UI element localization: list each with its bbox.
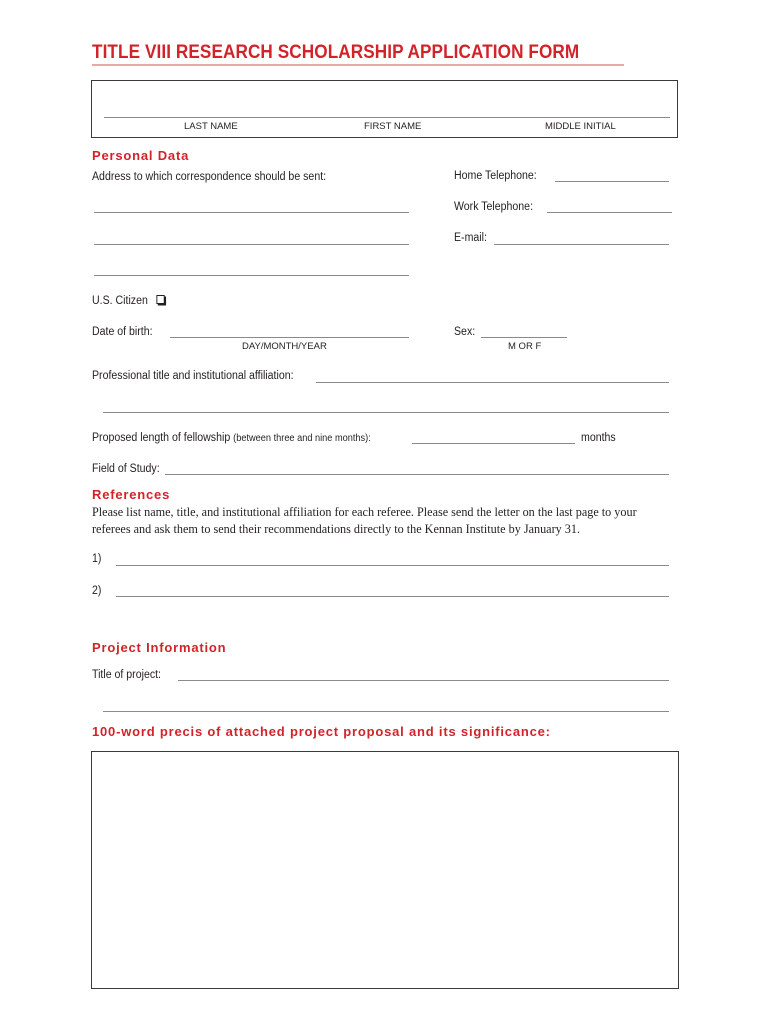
form-title: TITLE VIII RESEARCH SCHOLARSHIP APPLICATION FORM [92, 41, 580, 63]
field-of-study-field[interactable] [165, 474, 669, 475]
references-instructions-line-2: referees and ask them to send their recommendations directly to the Kennan Institute by January 31. [92, 522, 581, 536]
home-telephone-field[interactable] [555, 181, 669, 182]
sex-hint: M OR F [508, 341, 542, 352]
date-of-birth-label: Date of birth: [92, 326, 153, 338]
references-heading: References [92, 487, 171, 502]
reference-1-label: 1) [92, 553, 102, 565]
sex-label: Sex: [454, 326, 476, 338]
date-of-birth-field[interactable] [170, 337, 409, 338]
project-title-field-2[interactable] [103, 711, 669, 712]
address-line-3[interactable] [94, 275, 409, 276]
project-information-heading: Project Information [92, 640, 227, 655]
field-of-study-label: Field of Study: [92, 463, 160, 475]
precis-heading: 100-word precis of attached project proposal and its significance: [92, 724, 551, 739]
first-name-label: FIRST NAME [364, 121, 422, 132]
references-instructions-line-1: Please list name, title, and institutional affiliation for each referee. Please send the letter on the last page to your [92, 505, 637, 519]
home-telephone-label: Home Telephone: [454, 170, 537, 182]
name-box [91, 80, 678, 138]
date-of-birth-hint: DAY/MONTH/YEAR [242, 341, 327, 352]
address-label: Address to which correspondence should be sent: [92, 171, 327, 183]
fellowship-length-text: Proposed length of fellowship [92, 432, 231, 444]
reference-2-field[interactable] [116, 596, 669, 597]
affiliation-field-2[interactable] [103, 412, 669, 413]
email-field[interactable] [494, 244, 669, 245]
checkbox-icon[interactable] [156, 295, 164, 304]
project-title-field-1[interactable] [178, 680, 669, 681]
last-name-label: LAST NAME [184, 121, 238, 132]
affiliation-field-1[interactable] [316, 382, 669, 383]
affiliation-label: Professional title and institutional affiliation: [92, 370, 294, 382]
work-telephone-field[interactable] [547, 212, 672, 213]
title-underline [92, 64, 624, 66]
precis-textbox[interactable] [91, 751, 679, 989]
address-line-2[interactable] [94, 244, 409, 245]
address-line-1[interactable] [94, 212, 409, 213]
reference-1-field[interactable] [116, 565, 669, 566]
reference-2-label: 2) [92, 585, 102, 597]
email-label: E-mail: [454, 232, 487, 244]
fellowship-length-field[interactable] [412, 443, 575, 444]
fellowship-months-label: months [581, 432, 616, 444]
us-citizen-row [92, 295, 164, 307]
work-telephone-label: Work Telephone: [454, 201, 534, 213]
sex-field[interactable] [481, 337, 567, 338]
project-title-label: Title of project: [92, 669, 161, 681]
us-citizen-label: U.S. Citizen [92, 295, 148, 307]
name-field[interactable] [104, 117, 670, 118]
personal-data-heading: Personal Data [92, 148, 190, 163]
middle-initial-label: MIDDLE INITIAL [545, 121, 616, 132]
fellowship-length-hint: (between three and nine months): [233, 433, 371, 444]
fellowship-length-label [92, 432, 371, 444]
